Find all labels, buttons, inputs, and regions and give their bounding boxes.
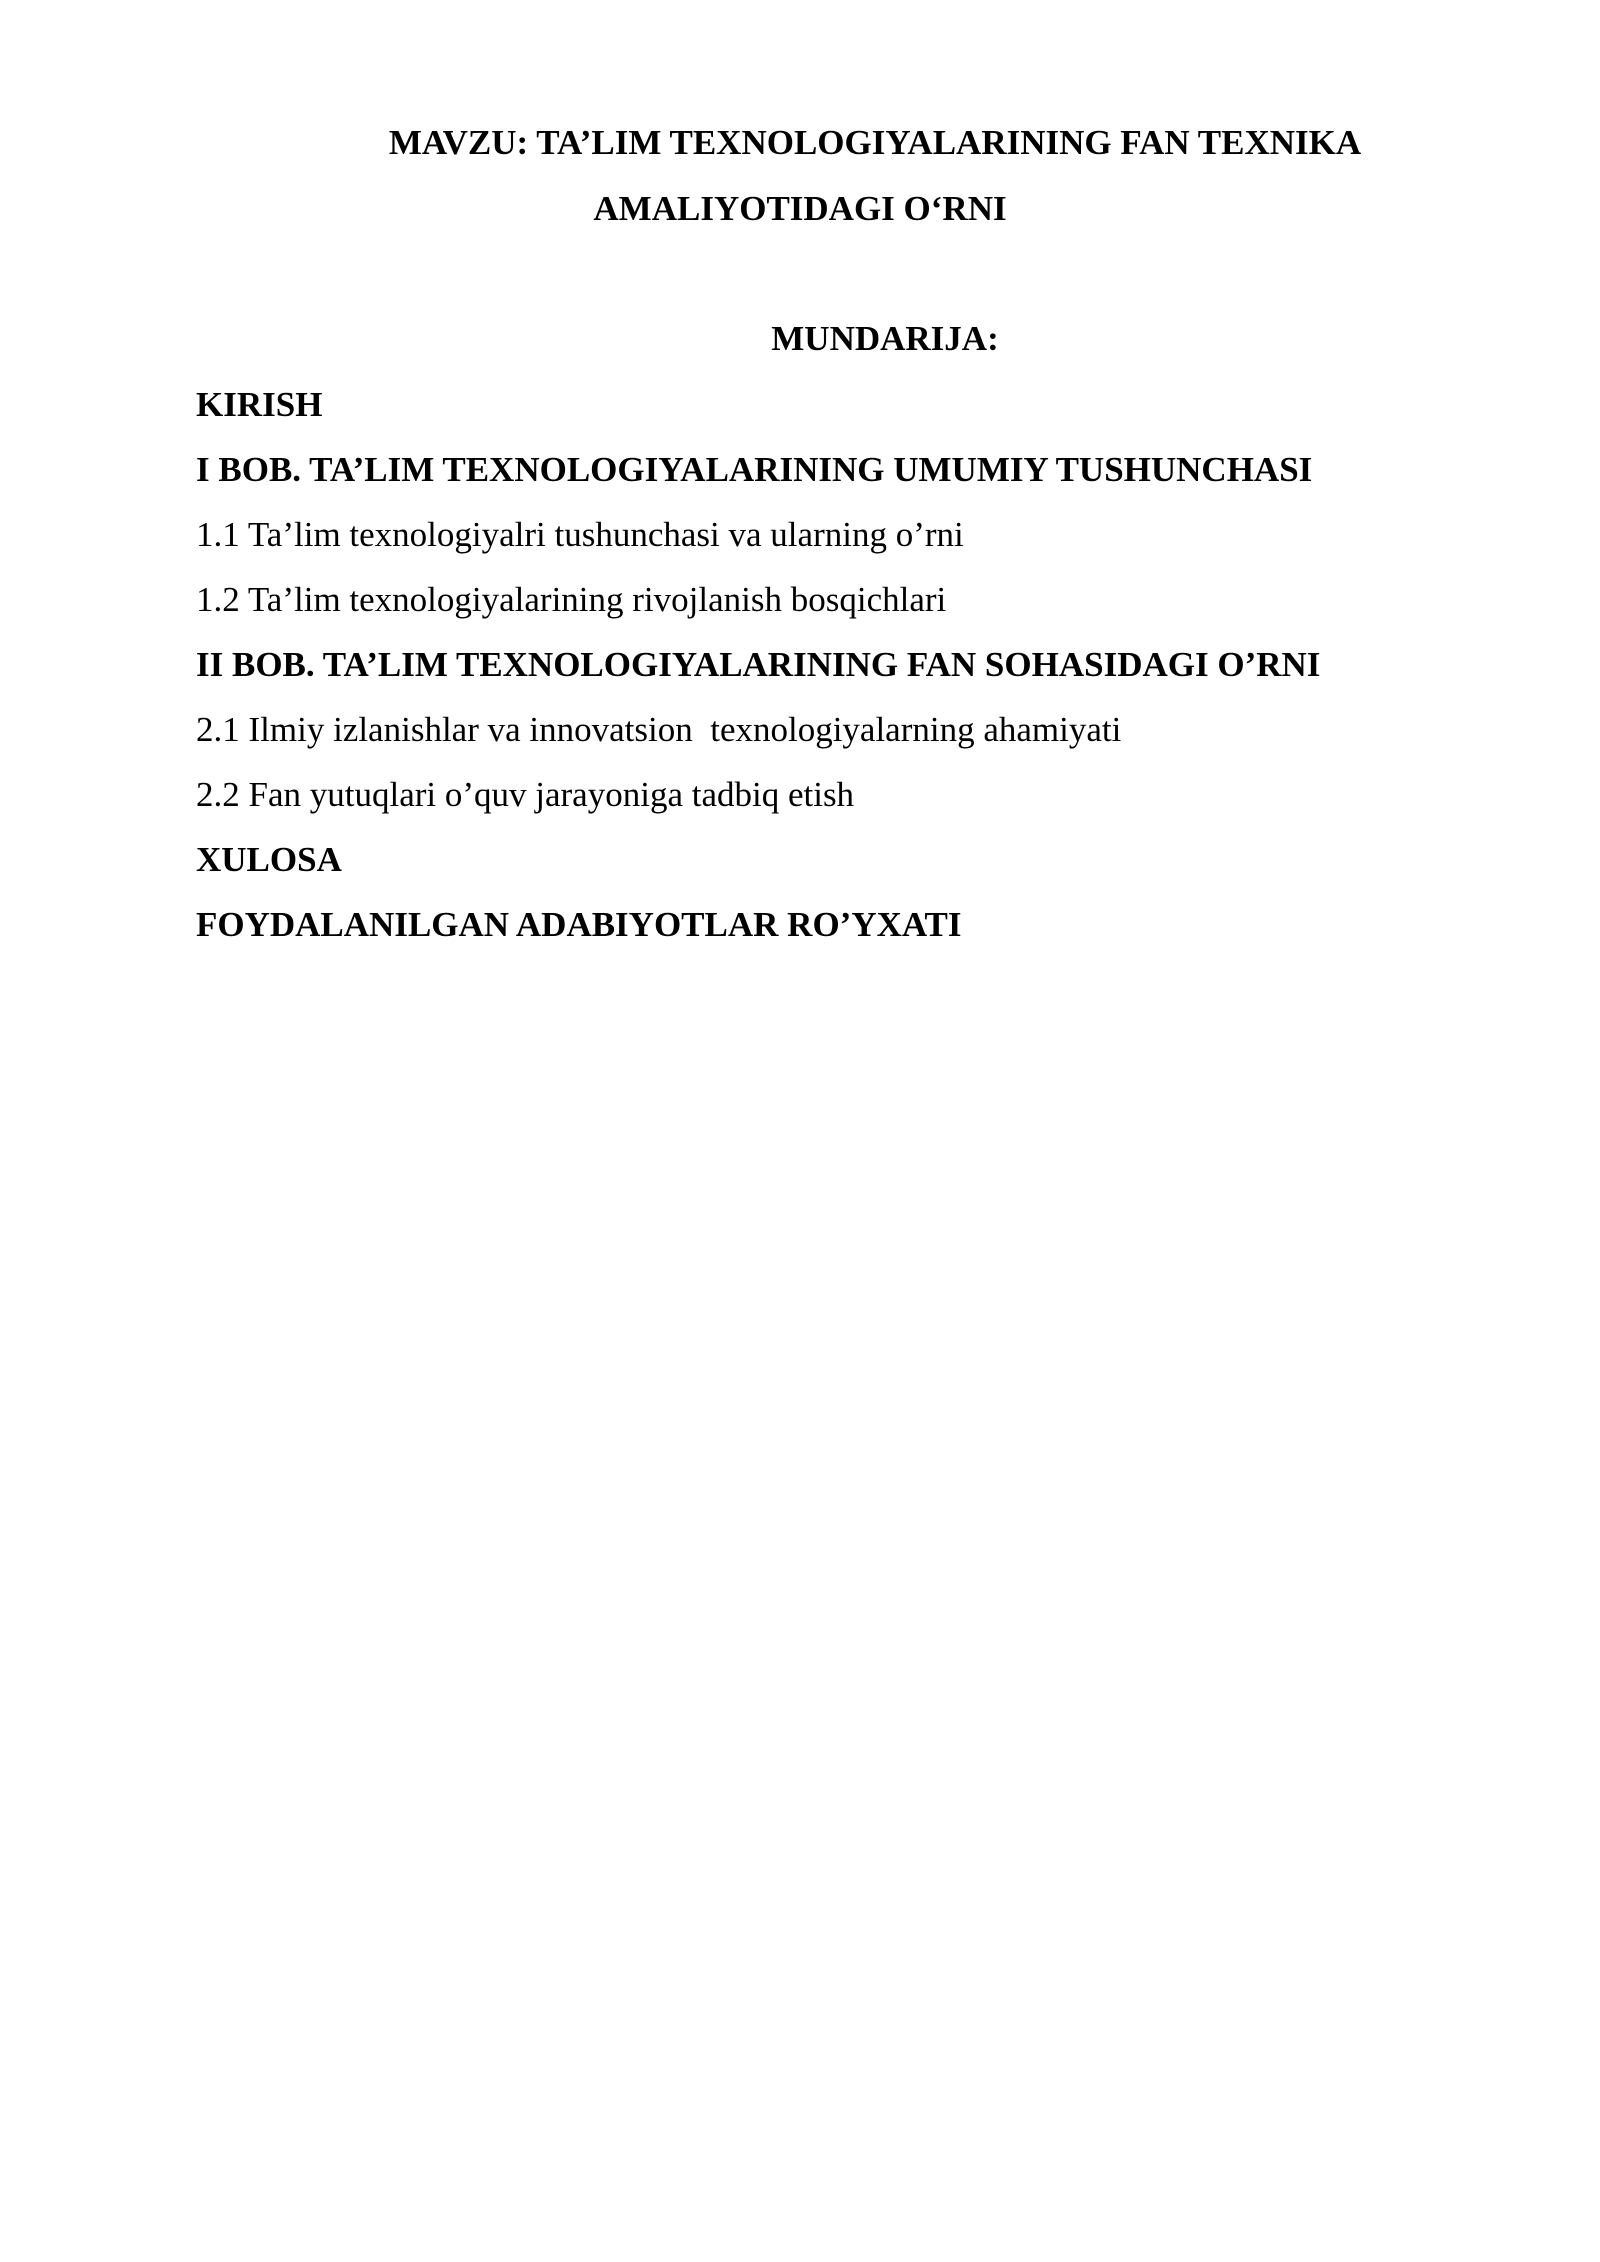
toc-item: 2.2 Fan yutuqlari o’quv jarayoniga tadbiq etish [196, 775, 855, 814]
document-title-line-1: MAVZU: TA’LIM TEXNOLOGIYALARINING FAN TEXNIKA [388, 123, 1362, 162]
toc-item: II BOB. TA’LIM TEXNOLOGIYALARINING FAN SOHASIDAGI O’RNI [196, 645, 1321, 684]
toc-item: 1.1 Ta’lim texnologiyalri tushunchasi va ularning o’rni [196, 515, 964, 554]
toc-item: KIRISH [196, 385, 323, 424]
document-title-line-2: AMALIYOTIDAGI O‘RNI [593, 189, 1007, 228]
toc-item: 2.1 Ilmiy izlanishlar va innovatsion texnologiyalarning ahamiyati [196, 710, 1122, 749]
table-of-contents-heading: MUNDARIJA: [771, 319, 999, 358]
toc-item: I BOB. TA’LIM TEXNOLOGIYALARINING UMUMIY TUSHUNCHASI [196, 450, 1313, 489]
toc-item: 1.2 Ta’lim texnologiyalarining rivojlanish bosqichlari [196, 580, 947, 619]
toc-item: FOYDALANILGAN ADABIYOTLAR RO’YXATI [196, 905, 962, 944]
toc-item: XULOSA [196, 840, 342, 879]
table-of-contents [196, 385, 1456, 970]
